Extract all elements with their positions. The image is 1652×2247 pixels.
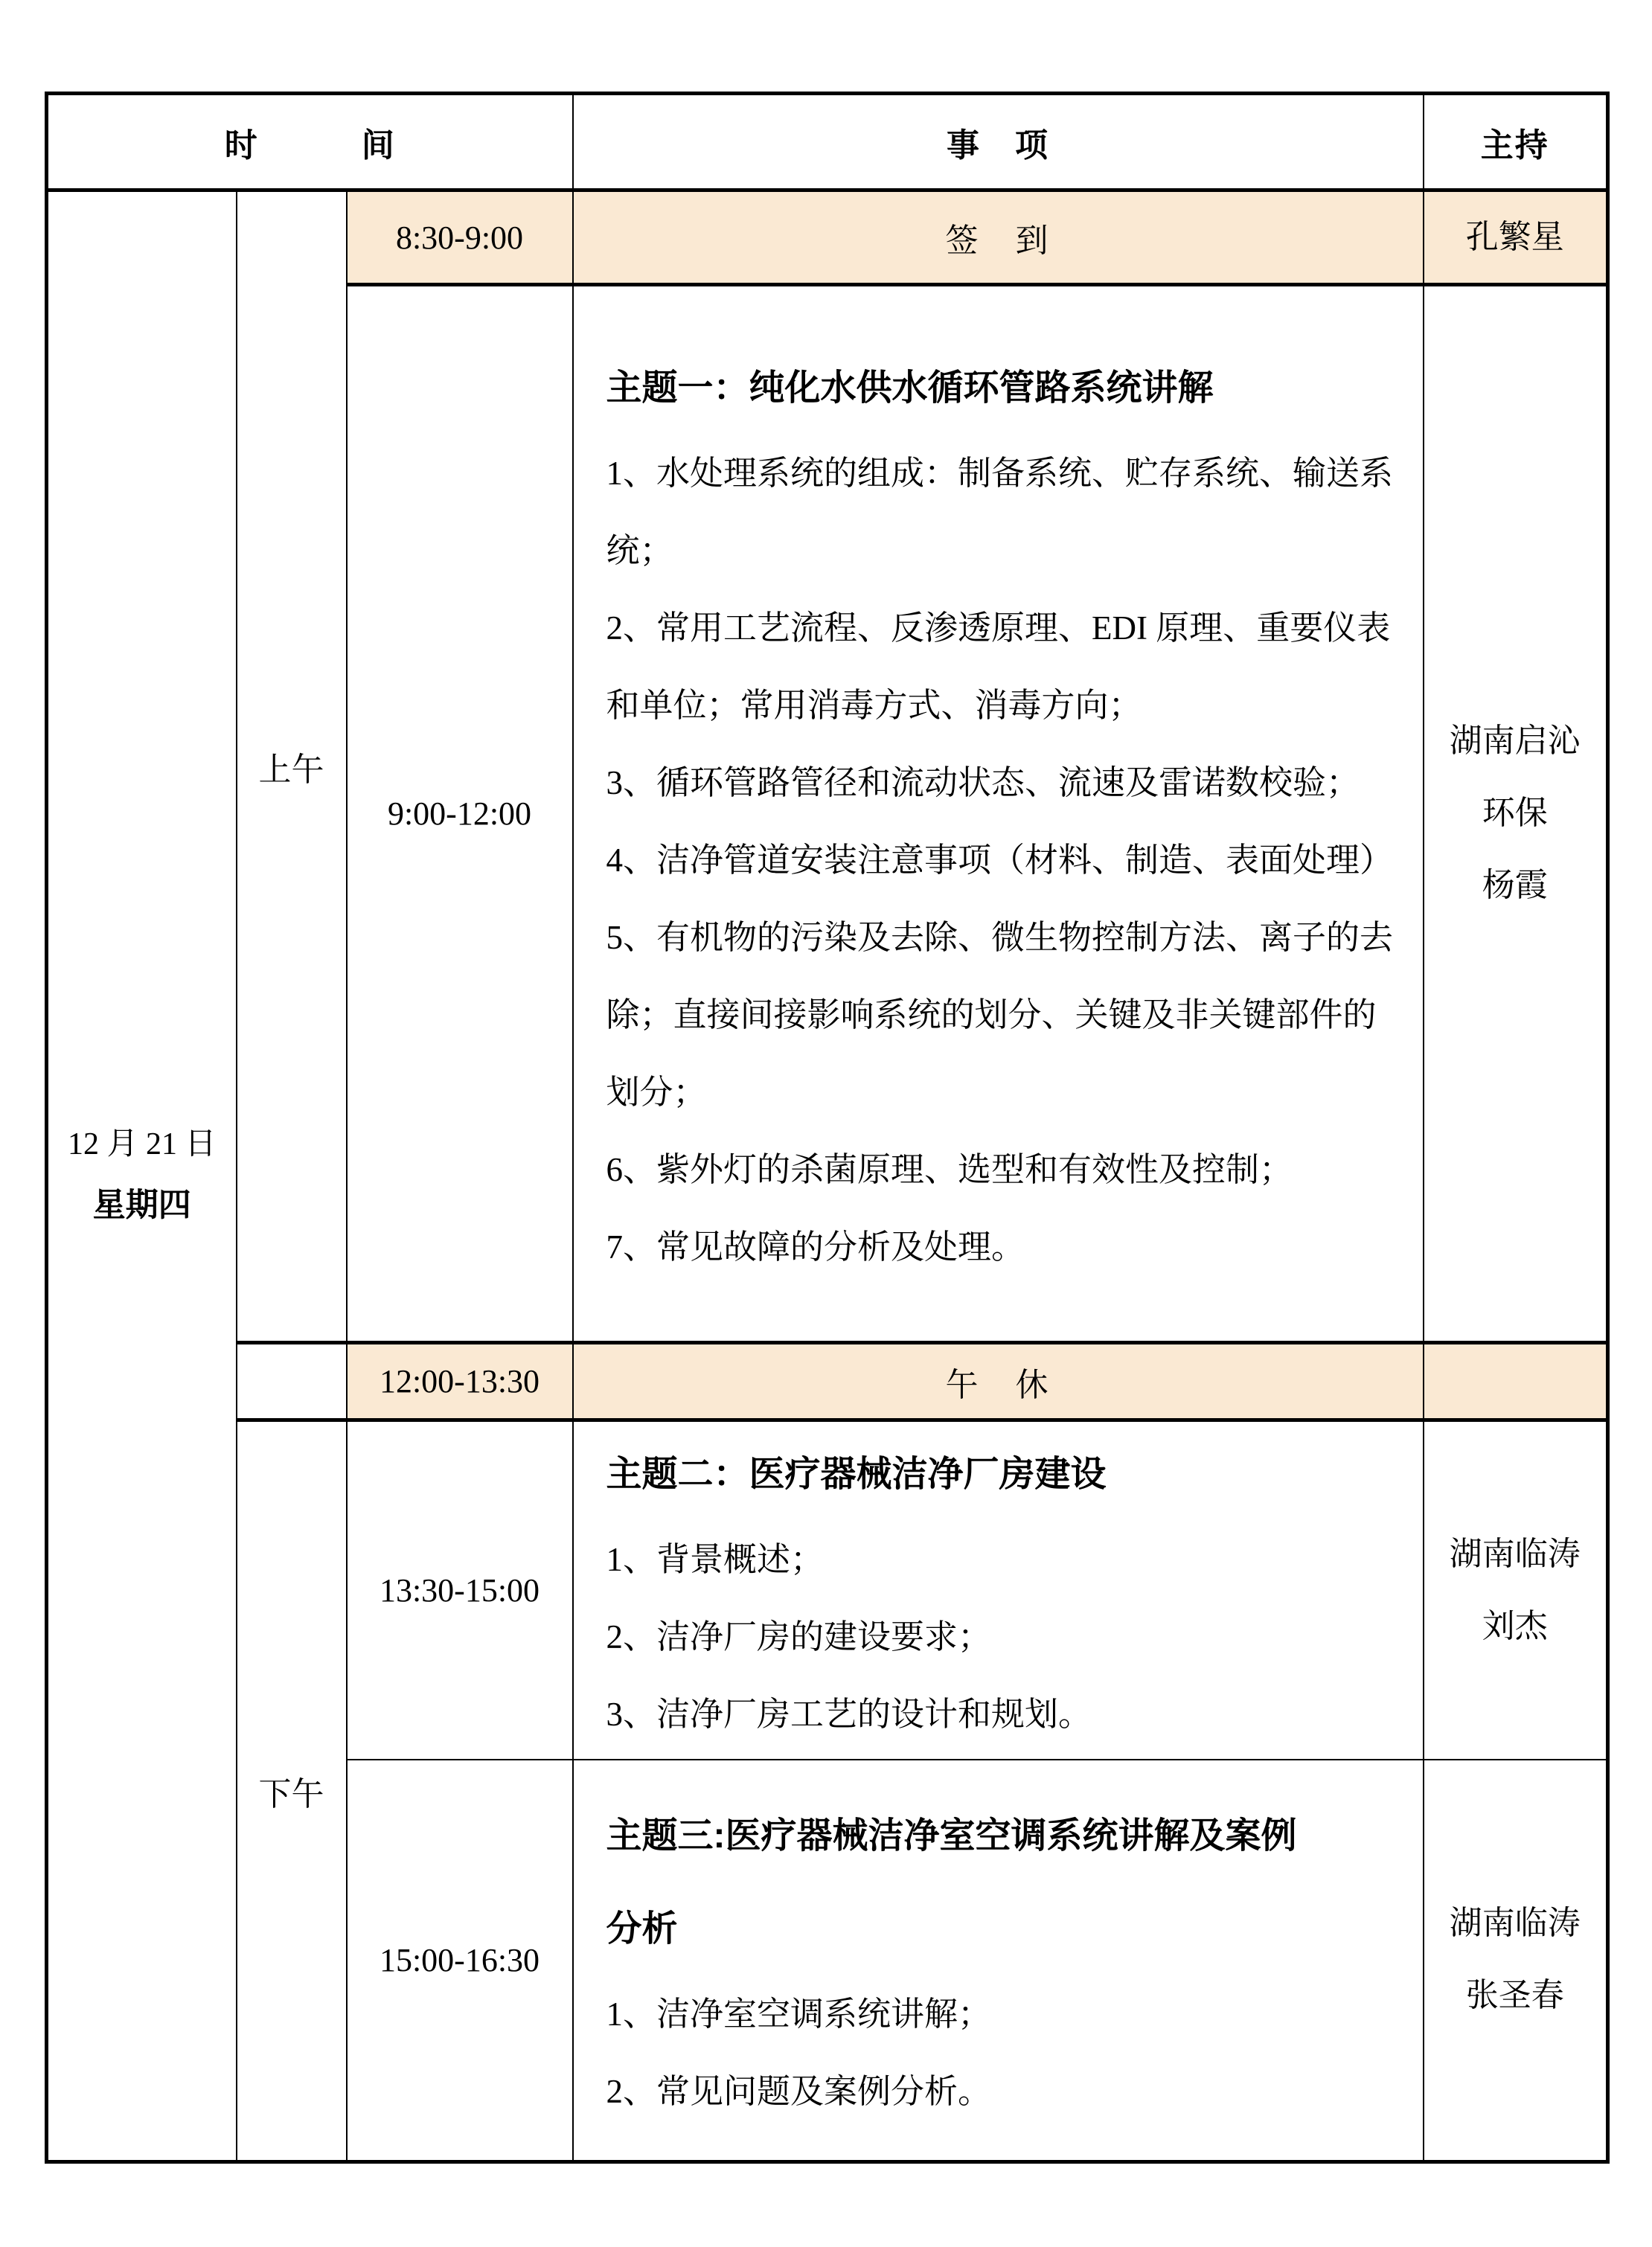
host-line: 湖南启沁 (1449, 722, 1581, 760)
header-row (47, 94, 1608, 190)
row-pm1 (47, 1420, 1608, 1760)
signin-event: 签 到 (573, 190, 1424, 285)
date-cell (47, 190, 237, 2162)
signin-time: 8:30-9:00 (347, 190, 573, 285)
host-line: 湖南临涛 (1449, 1535, 1581, 1572)
header-time: 时 间 (47, 94, 573, 190)
morning-item: 1、水处理系统的组成：制备系统、贮存系统、输送系统； (606, 455, 1394, 569)
morning-item: 3、循环管路管径和流动状态、流速及雷诺数校验； (606, 764, 1360, 801)
morning-item: 4、洁净管道安装注意事项（材料、制造、表面处理） (606, 842, 1394, 879)
host-line: 刘杰 (1482, 1607, 1548, 1644)
period-pm-cell: 下午 (237, 1420, 347, 2162)
host-line: 环保 (1482, 795, 1548, 832)
morning-title: 主题一：纯化水供水循环管路系统讲解 (606, 368, 1214, 408)
morning-time: 9:00-12:00 (347, 285, 573, 1343)
row-signin (47, 190, 1608, 285)
morning-content (573, 285, 1424, 1343)
break-time: 12:00-13:30 (347, 1343, 573, 1420)
pm2-host (1424, 1760, 1608, 2161)
pm1-item: 1、背景概述； (606, 1541, 825, 1578)
pm2-content (573, 1760, 1424, 2161)
morning-item: 6、紫外灯的杀菌原理、选型和有效性及控制； (606, 1151, 1293, 1188)
pm1-time: 13:30-15:00 (347, 1420, 573, 1760)
pm2-item: 2、常见问题及案例分析。 (606, 2073, 992, 2111)
pm1-host (1424, 1420, 1608, 1760)
pm1-item: 3、洁净厂房工艺的设计和规划。 (606, 1696, 1092, 1733)
break-event: 午 休 (573, 1343, 1424, 1420)
host-line: 湖南临涛 (1449, 1905, 1581, 1942)
morning-host (1424, 285, 1608, 1343)
pm1-content (573, 1420, 1424, 1760)
header-host: 主持 (1424, 94, 1608, 190)
pm2-title: 主题三:医疗器械洁净室空调系统讲解及案例分析 (606, 1816, 1297, 1949)
host-line: 张圣春 (1465, 1977, 1564, 2014)
pm2-item: 1、洁净室空调系统讲解； (606, 1996, 992, 2033)
row-break (47, 1343, 1608, 1420)
break-host (1424, 1343, 1608, 1420)
date-text: 12 月 21 日 (67, 1126, 217, 1161)
header-items: 事 项 (573, 94, 1424, 190)
morning-item: 2、常用工艺流程、反渗透原理、EDI 原理、重要仪表和单位；常用消毒方式、消毒方向； (606, 609, 1391, 724)
period-am-cell: 上午 (237, 190, 347, 1343)
pm1-title: 主题二：医疗器械洁净厂房建设 (606, 1455, 1107, 1494)
weekday-text: 星期四 (92, 1187, 191, 1224)
morning-item: 5、有机物的污染及去除、微生物控制方法、离子的去除；直接间接影响系统的划分、关键及非关键部件的划分； (606, 919, 1394, 1111)
signin-host: 孔繁星 (1424, 190, 1608, 285)
break-period-cell (237, 1343, 347, 1420)
pm2-time: 15:00-16:30 (347, 1760, 573, 2161)
schedule-table (45, 92, 1610, 2164)
morning-item: 7、常见故障的分析及处理。 (606, 1228, 1025, 1266)
pm1-item: 2、洁净厂房的建设要求； (606, 1618, 992, 1655)
host-line: 杨霞 (1482, 866, 1548, 903)
